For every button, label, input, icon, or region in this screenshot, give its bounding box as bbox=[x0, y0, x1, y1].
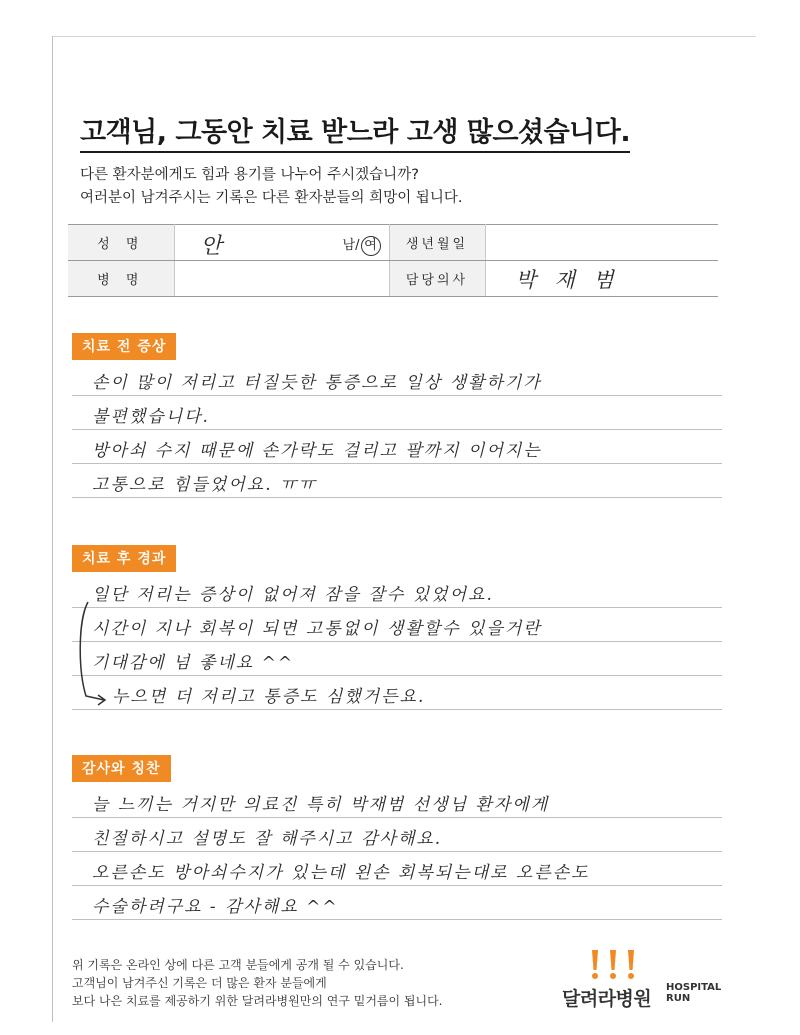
subtitle-line-1: 다른 환자분에게도 힘과 용기를 나누어 주시겠습니까? bbox=[80, 167, 419, 183]
logo-name: 달려라병원 bbox=[562, 988, 652, 1010]
doctor-value: 박 재 범 bbox=[515, 268, 620, 292]
name-field[interactable] bbox=[174, 225, 389, 261]
before-line-1: 손이 많이 저리고 터질듯한 통증으로 일상 생활하기가 bbox=[72, 362, 722, 396]
gender-selector[interactable] bbox=[343, 234, 381, 256]
before-line-2: 불편했습니다. bbox=[72, 396, 722, 430]
thanks-lines[interactable] bbox=[72, 784, 722, 920]
after-line-2: 시간이 지나 회복이 되면 고통없이 생활할수 있을거란 bbox=[72, 608, 722, 642]
section-label-before: 치료 전 증상 bbox=[72, 333, 176, 360]
footer-line-1: 위 기록은 온라인 상에 다른 고객 분들에게 공개 될 수 있습니다. bbox=[72, 958, 404, 972]
after-lines[interactable] bbox=[72, 574, 722, 710]
disease-field[interactable] bbox=[174, 261, 389, 297]
logo-en-line-1: HOSPITAL bbox=[666, 982, 722, 993]
before-lines[interactable] bbox=[72, 362, 722, 498]
hospital-logo bbox=[562, 948, 722, 1018]
insertion-arrow-mark bbox=[74, 600, 114, 710]
before-line-3: 방아쇠 수지 때문에 손가락도 걸리고 팔까지 이어지는 bbox=[72, 430, 722, 464]
birth-field[interactable] bbox=[485, 225, 718, 261]
thanks-line-1: 늘 느끼는 거지만 의료진 특히 박재범 선생님 환자에게 bbox=[72, 784, 722, 818]
section-label-after: 치료 후 경과 bbox=[72, 545, 176, 572]
after-line-1: 일단 저리는 증상이 없어져 잠을 잘수 있었어요. bbox=[72, 574, 722, 608]
logo-en-line-2: RUN bbox=[666, 993, 691, 1004]
after-line-4: 누으면 더 저리고 통증도 심했거든요. bbox=[72, 676, 722, 710]
doctor-field[interactable] bbox=[485, 261, 718, 297]
doctor-label: 담당의사 bbox=[389, 261, 485, 297]
birth-label: 생년월일 bbox=[389, 225, 485, 261]
exclamation-marks-icon bbox=[588, 948, 644, 982]
subtitle-line-2: 여러분이 남겨주시는 기록은 다른 환자분들의 희망이 됩니다. bbox=[80, 190, 463, 206]
thanks-line-2: 친절하시고 설명도 잘 해주시고 감사해요. bbox=[72, 818, 722, 852]
logo-english bbox=[666, 982, 721, 1004]
before-line-4: 고통으로 힘들었어요. ㅠㅠ bbox=[72, 464, 722, 498]
page-title: 고객님, 그동안 치료 받느라 고생 많으셨습니다. bbox=[80, 110, 630, 153]
footer-line-3: 보다 나은 치료를 제공하기 위한 달려라병원만의 연구 밑거름이 됩니다. bbox=[72, 994, 443, 1008]
thanks-line-4: 수술하려구요 - 감사해요 ^^ bbox=[72, 886, 722, 920]
gender-prefix: 남/ bbox=[342, 238, 360, 253]
after-line-3: 기대감에 넘 좋네요 ^^ bbox=[72, 642, 722, 676]
name-label: 성 명 bbox=[68, 225, 174, 261]
disease-label: 병 명 bbox=[68, 261, 174, 297]
name-value: 안 bbox=[200, 234, 222, 259]
gender-selected: 여 bbox=[361, 236, 381, 256]
thanks-line-3: 오른손도 방아쇠수지가 있는데 왼손 회복되는대로 오른손도 bbox=[72, 852, 722, 886]
section-label-thanks: 감사와 칭찬 bbox=[72, 755, 171, 782]
footer-line-2: 고객님이 남겨주신 기록은 더 많은 환자 분들에게 bbox=[72, 976, 327, 990]
patient-info-table bbox=[68, 224, 718, 297]
